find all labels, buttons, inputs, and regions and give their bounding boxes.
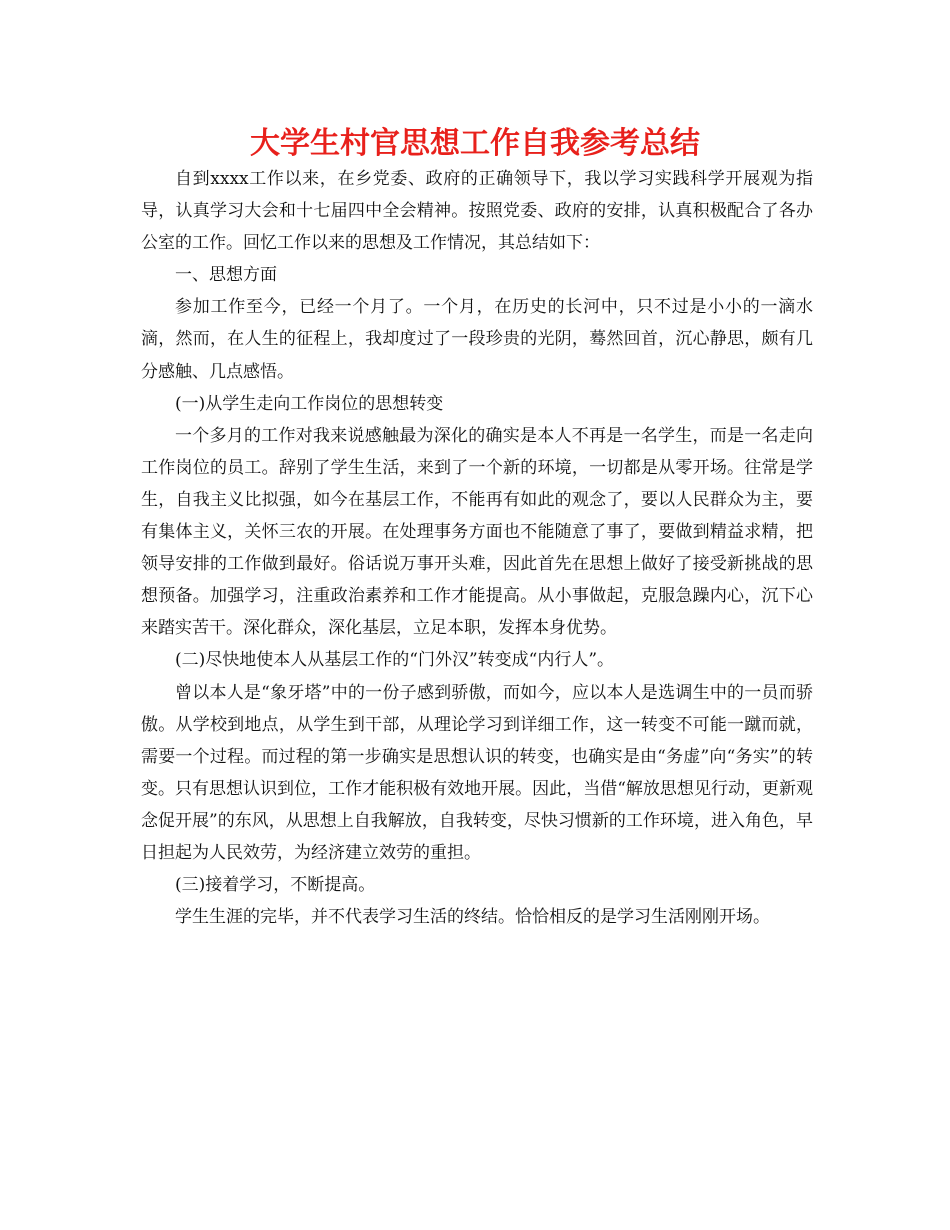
subsection-heading-1: (一)从学生走向工作岗位的思想转变 xyxy=(175,393,444,414)
section-heading-thought: 一、思想方面 xyxy=(175,265,277,286)
body-paragraph: 曾以本人是“象牙塔”中的一份子感到骄傲，而如今，应以本人是选调生中的一员而骄傲。从学校到地点，从学生到干部，从理论学习到详细工作，这一转变不可能一蹴而就，需要一个过程。而过程的第一步确实是思想认识的转变，也确实是由“务虚”向“务实”的转变。只有思想认识到位，工作才能积极有效地开展。因此，当借“解放思想见行动，更新观念促开展”的东风，从思想上自我解放，自我转变，尽快习惯新的工作环境，进入角色，早日担起为人民效劳，为经济建立效劳的重担。 xyxy=(141,682,813,863)
document-body xyxy=(141,163,813,933)
subsection-heading-3: (三)接着学习，不断提高。 xyxy=(175,875,376,896)
body-paragraph: 学生生涯的完毕，并不代表学习生活的终结。恰恰相反的是学习生活刚刚开场。 xyxy=(175,907,770,928)
intro-paragraph: 自到xxxx工作以来，在乡党委、政府的正确领导下，我以学习实践科学开展观为指导，认真学习大会和十七届四中全会精神。按照党委、政府的安排，认真积极配合了各办公室的工作。回忆工作以来的思想及工作情况，其总结如下： xyxy=(141,169,813,254)
body-paragraph: 一个多月的工作对我来说感触最为深化的确实是本人不再是一名学生，而是一名走向工作岗位的员工。辞别了学生生活，来到了一个新的环境，一切都是从零开场。往常是学生，自我主义比拟强，如今在基层工作，不能再有如此的观念了，要以人民群众为主，要有集体主义，关怀三农的开展。在处理事务方面也不能随意了事了，要做到精益求精，把领导安排的工作做到最好。俗话说万事开头难，因此首先在思想上做好了接受新挑战的思想预备。加强学习，注重政治素养和工作才能提高。从小事做起，克服急躁内心，沉下心来踏实苦干。深化群众，深化基层，立足本职，发挥本身优势。 xyxy=(141,425,813,639)
document-title: 大学生村官思想工作自我参考总结 xyxy=(250,126,700,161)
subsection-heading-2: (二)尽快地使本人从基层工作的“门外汉”转变成“内行人”。 xyxy=(175,650,615,671)
body-paragraph: 参加工作至今，已经一个月了。一个月，在历史的长河中，只不过是小小的一滴水滴，然而，在人生的征程上，我却度过了一段珍贵的光阴，蓦然回首，沉心静思，颇有几分感触、几点感悟。 xyxy=(141,297,813,382)
